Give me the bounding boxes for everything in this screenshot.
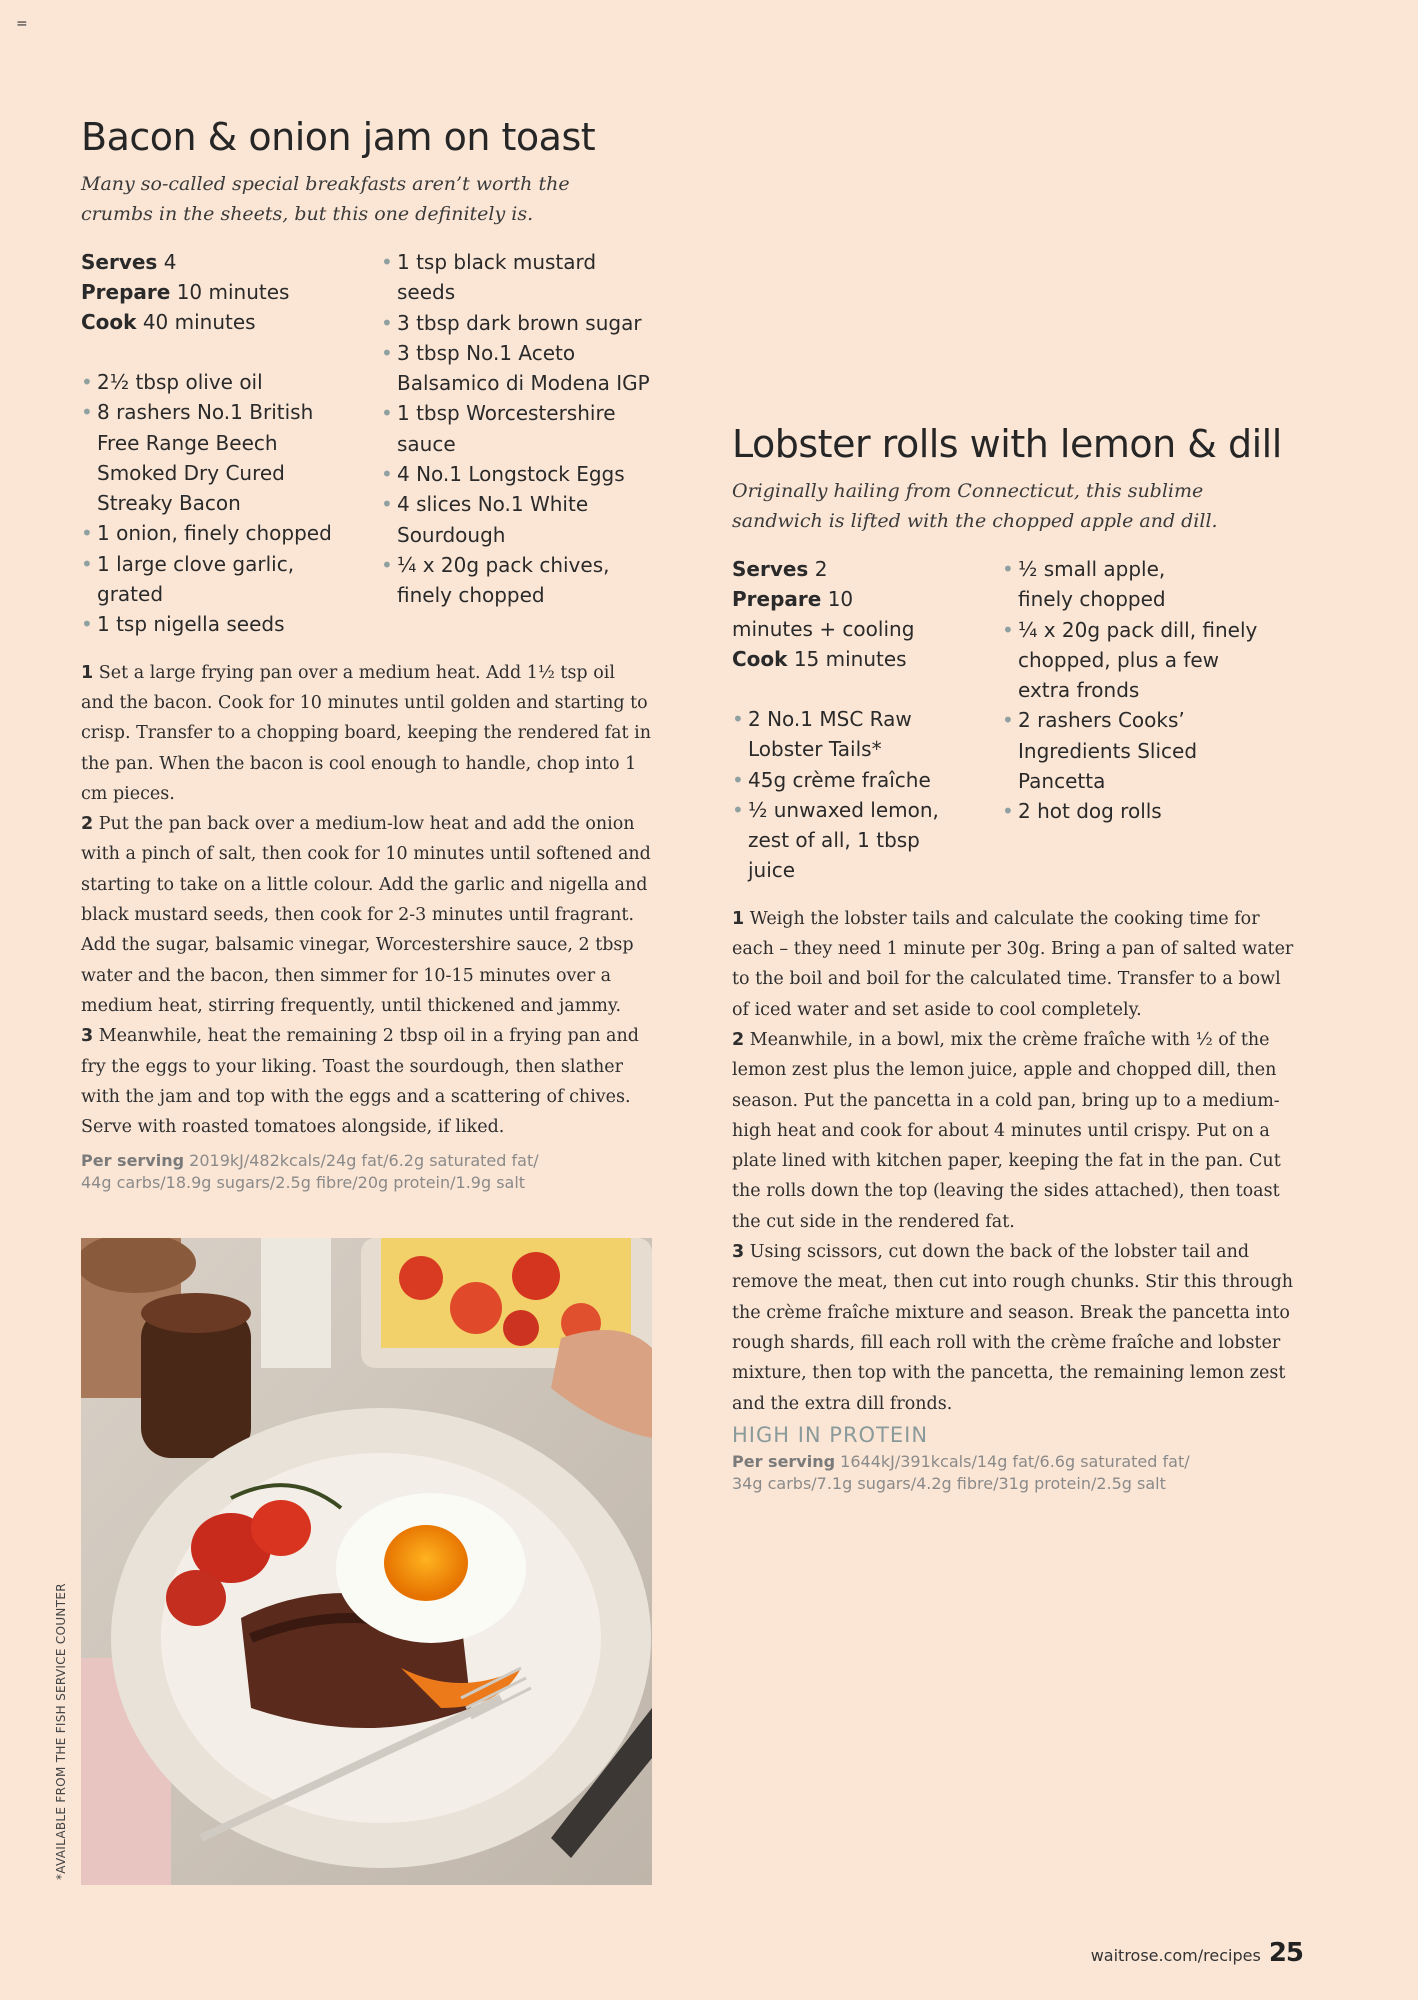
recipe-photo	[81, 1238, 652, 1885]
menu-icon[interactable]: =	[16, 16, 28, 32]
breakfast-plate-illustration	[81, 1238, 652, 1885]
prepare-line: Prepare 10 minutes	[81, 280, 290, 304]
ingredient-item: • ½ unwaxed lemon, zest of all, 1 tbsp juice	[732, 795, 972, 886]
ingredient-item: • 8 rashers No.1 British Free Range Beech Smoked Dry Cured Streaky Bacon	[81, 397, 351, 518]
ingredient-list-left	[81, 367, 351, 640]
ingredient-item: • ¼ x 20g pack chives, finely chopped	[381, 550, 651, 611]
ingredient-item: • ¼ x 20g pack dill, finely chopped, plus a few extra fronds	[1002, 615, 1258, 706]
footer-url[interactable]: waitrose.com/recipes	[1090, 1946, 1261, 1965]
recipe-title: Lobster rolls with lemon & dill	[732, 422, 1282, 466]
method-step: 1 Weigh the lobster tails and calculate the cooking time for each – they need 1 minute per 30g. Bring a pan of salted water to the boil and boil for the calculated time. Transfer to a bowl of iced water and set aside to cool completely.	[732, 908, 1294, 1020]
ingredient-item: • 3 tbsp No.1 Aceto Balsamico di Modena IGP	[381, 338, 651, 399]
page-footer	[1091, 1938, 1303, 1968]
recipe-title: Bacon & onion jam on toast	[81, 115, 596, 159]
recipe-lobster-rolls	[732, 422, 1312, 1495]
method-step: 2 Put the pan back over a medium-low heat and add the onion with a pinch of salt, then cook for 10 minutes until softened and starting to take on a little colour. Add the garlic and nigella and black mustard seeds, then cook for 2-3 minutes until fragrant. Add the sugar, balsamic vinegar, Worcestershire sauce, 2 tbsp water and the bacon, then simmer for 10-15 minutes over a medium heat, stirring frequently, until thickened and jammy.	[81, 814, 651, 1016]
method-step: 3 Using scissors, cut down the back of the lobster tail and remove the meat, then cut into rough chunks. Stir this through the crème fraîche mixture and season. Break the pancetta into rough shards, fill each roll with the crème fraîche and lobster mixture, then top with the pancetta, the remaining lemon zest and the extra dill fronds.	[732, 1242, 1294, 1414]
cook-line: Cook 15 minutes	[732, 647, 907, 671]
ingredient-item: • 1 onion, finely chopped	[81, 518, 351, 548]
nutrition: Per serving 1644kJ/391kcals/14g fat/6.6g saturated fat/ 34g carbs/7.1g sugars/4.2g fibre/31g protein/2.5g salt	[732, 1451, 1190, 1493]
ingredient-item: • 4 slices No.1 White Sourdough	[381, 489, 651, 550]
ingredient-item: • 1 tsp nigella seeds	[81, 609, 351, 639]
ingredient-item: • 1 large clove garlic, grated	[81, 549, 351, 610]
method-step: 1 Set a large frying pan over a medium heat. Add 1½ tsp oil and the bacon. Cook for 10 minutes until golden and starting to crisp. Transfer to a chopping board, keeping the rendered fat in the pan. When the bacon is cool enough to handle, chop into 1 cm pieces.	[81, 662, 651, 804]
ingredient-list-right	[1002, 554, 1262, 886]
ingredient-item: • 45g crème fraîche	[732, 765, 972, 795]
ingredient-item: • 2 rashers Cooks’ Ingredients Sliced Pancetta	[1002, 705, 1218, 796]
page-number: 25	[1268, 1938, 1303, 1968]
ingredient-item: • ½ small apple, finely chopped	[1002, 554, 1178, 615]
protein-badge: HIGH IN PROTEIN	[732, 1422, 929, 1447]
recipe-bacon-onion-jam	[81, 115, 661, 1194]
method	[732, 904, 1302, 1419]
recipe-info	[732, 554, 1312, 886]
ingredient-item: • 4 No.1 Longstock Eggs	[381, 459, 651, 489]
method-step: 2 Meanwhile, in a bowl, mix the crème fraîche with ½ of the lemon zest plus the lemon juice, apple and chopped dill, then season. Put the pancetta in a cold pan, bring up to a medium-high heat and cook for about 4 minutes until crispy. Put on a plate lined with kitchen paper, keeping the fat in the pan. Cut the rolls down the top (leaving the sides attached), then toast the cut side in the rendered fat.	[732, 1029, 1281, 1232]
recipe-standfirst: Originally hailing from Connecticut, this sublime sandwich is lifted with the chopped apple and dill.	[732, 480, 1218, 532]
meta-and-ingredients-left	[81, 247, 381, 640]
serves-line: Serves 2	[732, 557, 828, 581]
method-step: 3 Meanwhile, heat the remaining 2 tbsp oil in a frying pan and fry the eggs to your liking. Toast the sourdough, then slather with the jam and top with the eggs and a scattering of chives. Serve with roasted tomatoes alongside, if liked.	[81, 1026, 639, 1138]
ingredient-item: • 1 tsp black mustard seeds	[381, 247, 651, 308]
ingredient-item: • 2½ tbsp olive oil	[81, 367, 351, 397]
meta-and-ingredients-left	[732, 554, 1002, 886]
prepare-line: Prepare 10 minutes + cooling	[732, 587, 915, 641]
serves-line: Serves 4	[81, 250, 177, 274]
ingredient-item: • 2 hot dog rolls	[1002, 796, 1262, 826]
method	[81, 658, 651, 1143]
nutrition: Per serving 2019kJ/482kcals/24g fat/6.2g saturated fat/ 44g carbs/18.9g sugars/2.5g fibre/20g protein/1.9g salt	[81, 1151, 539, 1193]
ingredient-item: • 3 tbsp dark brown sugar	[381, 308, 651, 338]
recipe-info	[81, 247, 661, 640]
availability-footnote: *AVAILABLE FROM THE FISH SERVICE COUNTER	[54, 1583, 68, 1880]
ingredient-item: • 1 tbsp Worcestershire sauce	[381, 398, 651, 459]
ingredient-list-left	[732, 704, 972, 886]
recipe-standfirst: Many so-called special breakfasts aren’t worth the crumbs in the sheets, but this one definitely is.	[81, 173, 570, 225]
ingredient-item: • 2 No.1 MSC Raw Lobster Tails*	[732, 704, 972, 765]
cook-line: Cook 40 minutes	[81, 310, 256, 334]
ingredient-list-right	[381, 247, 651, 640]
